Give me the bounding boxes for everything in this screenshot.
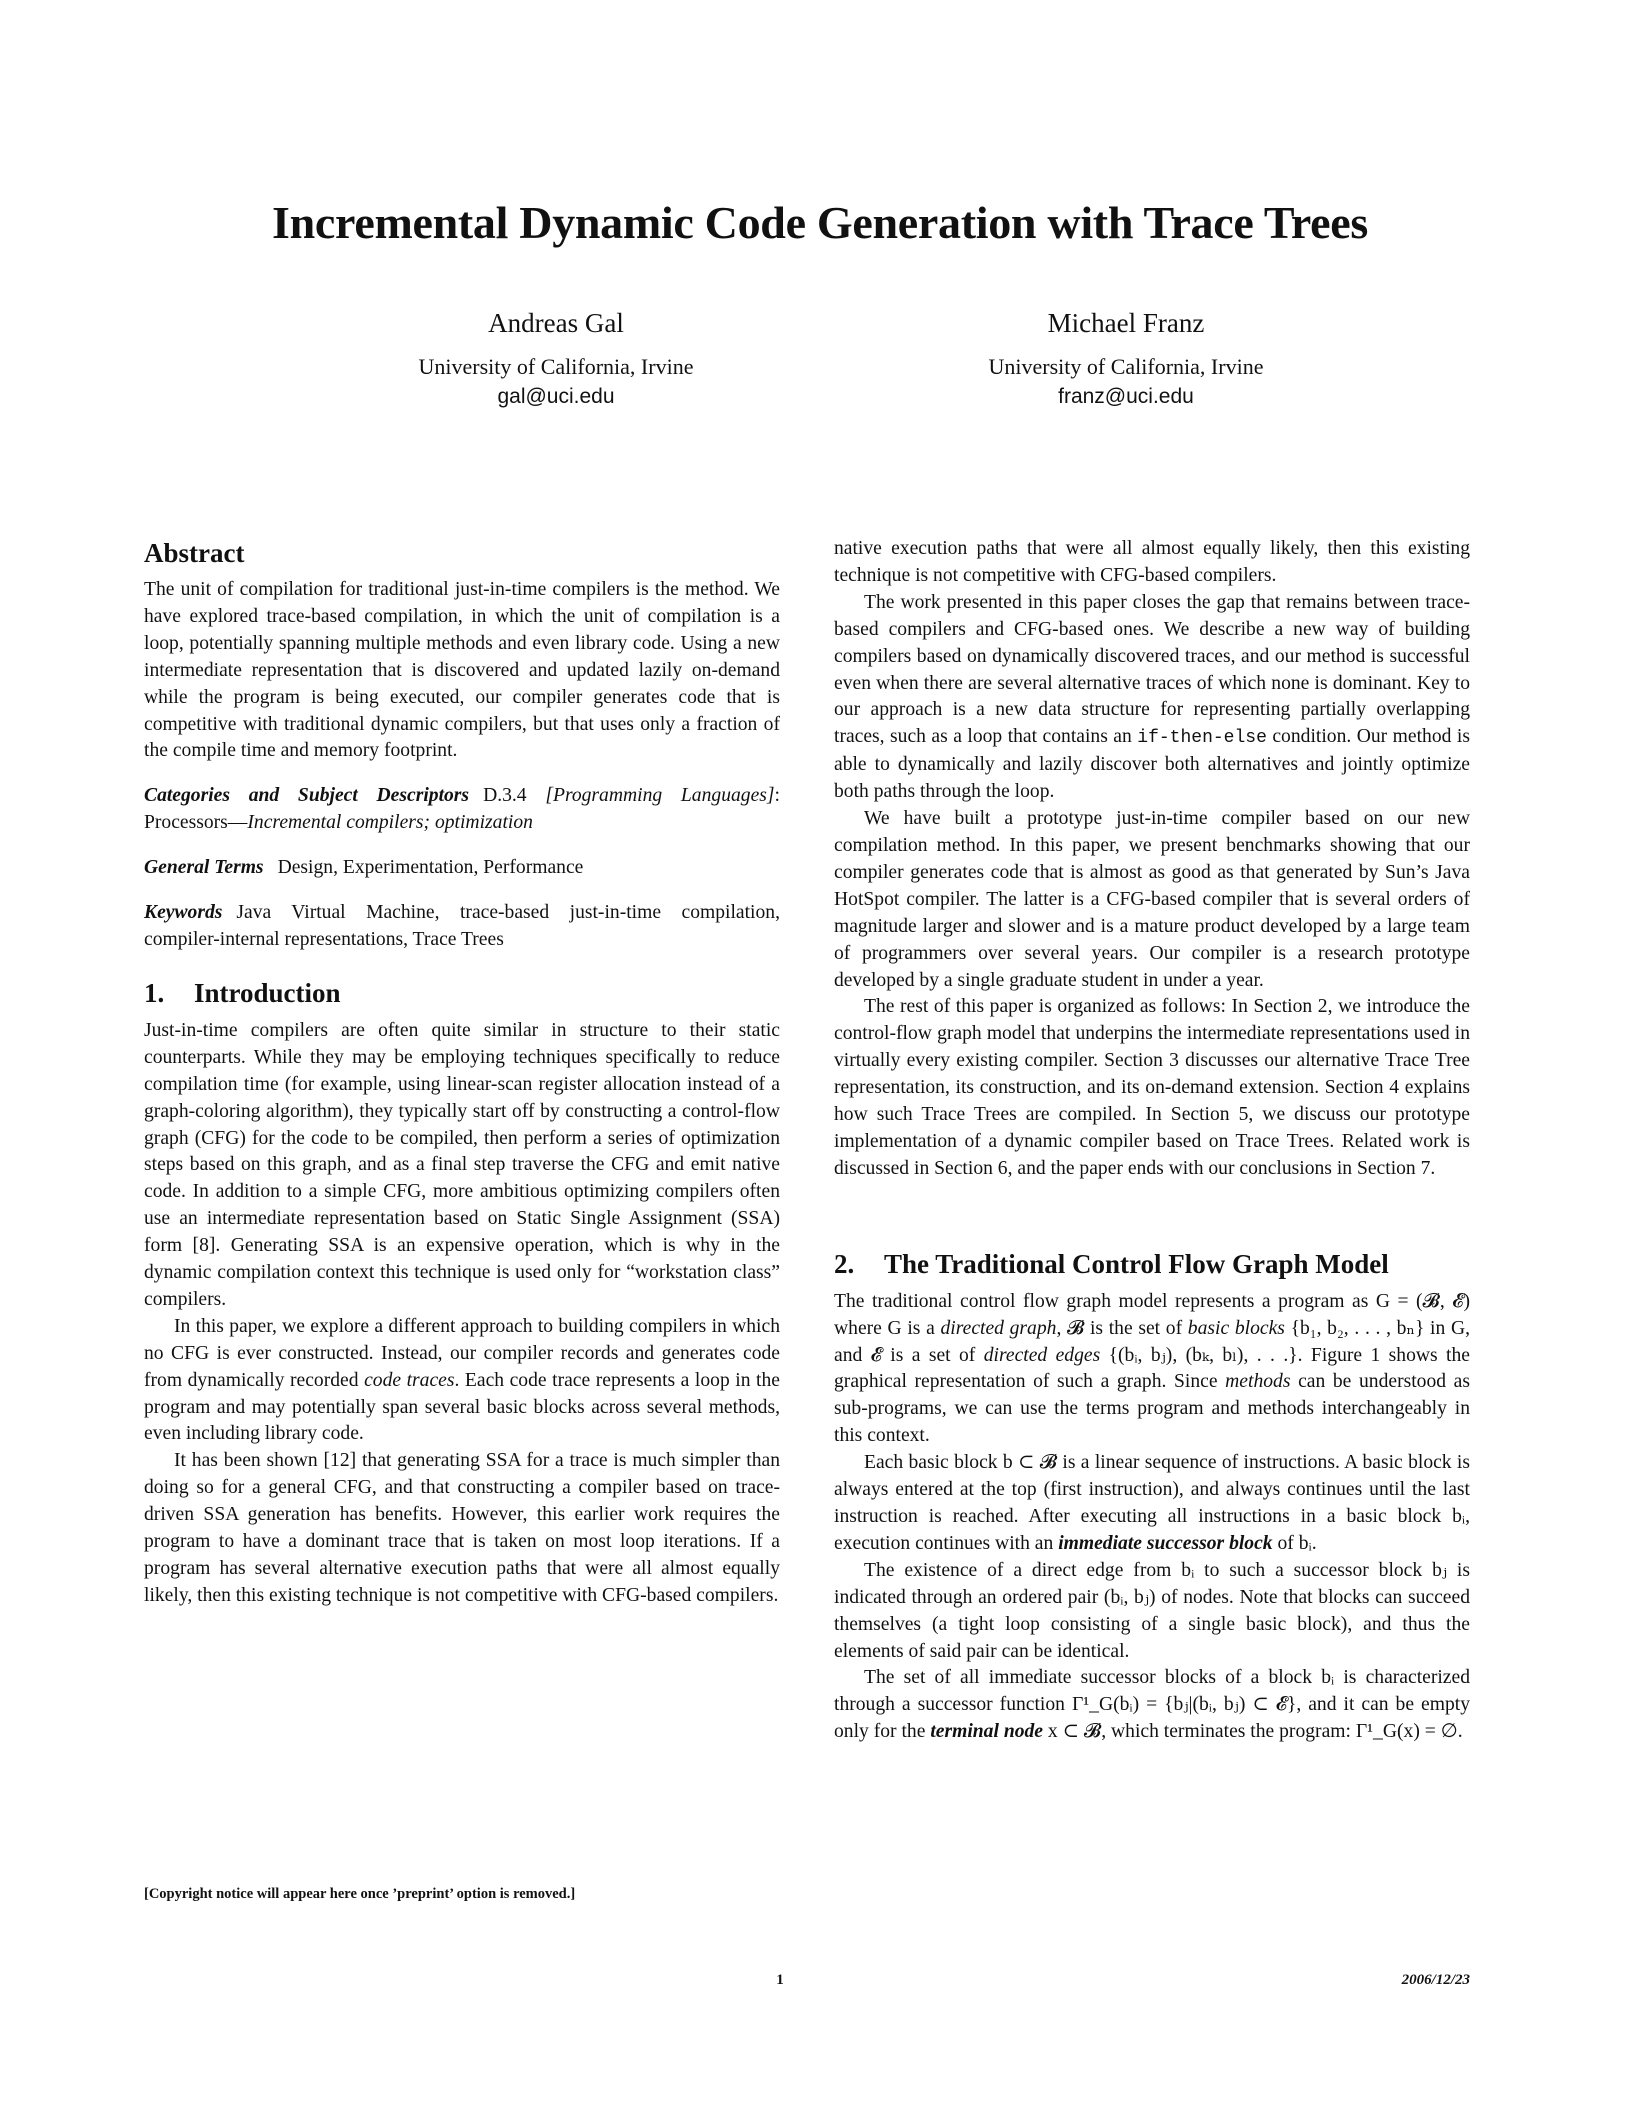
intro-paragraph-3-continued: native execution paths that were all almost equally likely, then this existing technique is not competitive with CFG-based compilers.: [834, 538, 1470, 586]
intro-paragraph-3: It has been shown [12] that generating SSA for a trace is much simpler than doing so for a general CFG, and that constructing a compiler based on trace-driven SSA generation has benefits. However, this earlier work requires the program to have a dominant trace that is taken on most loop iterations. If a program has several alternative execution paths that were all almost equally likely, then this existing technique is not competitive with CFG-based compilers.: [144, 1450, 780, 1606]
section-heading-introduction: [144, 976, 780, 1010]
text-run: The traditional control flow graph model represents a program as G = (𝓑, 𝓔) where G is a: [834, 1290, 1470, 1339]
text-run: can be understood as sub-programs, we can use the terms program and methods interchangeably in this context.: [834, 1371, 1471, 1447]
text-run: x ⊂ 𝓑, which terminates the program: Γ¹_G(x) = ∅.: [1043, 1721, 1463, 1743]
text-run: {b₁, b₂, . . . , bₙ} in G, and 𝓔 is a set of: [834, 1317, 1470, 1366]
emphasis: code traces: [364, 1369, 455, 1391]
general-terms-label: General Terms: [144, 857, 264, 879]
author-affiliation: University of California, Irvine: [418, 354, 694, 379]
categories-label: Categories and Subject Descriptors: [144, 785, 470, 807]
intro-paragraph-2: [144, 1314, 780, 1449]
author-email: gal@uci.edu: [497, 385, 615, 408]
intro-paragraph-5: We have built a prototype just-in-time compiler based on our new compilation method. In this paper, we present benchmarks showing that our compiler generates code that is almost as good as that generated by Sun’s Java HotSpot compiler. The latter is a CFG-based compiler that is several orders of magnitude larger and slower and is a mature product developed by a large team of programmers over several years. Our compiler is a research prototype developed by a single graduate student in under a year.: [834, 808, 1470, 991]
categories-bracket: [Programming Languages]: [545, 785, 775, 807]
author-block-1: [256, 308, 856, 412]
keywords-text: Java Virtual Machine, trace-based just-in-time compilation, compiler-internal representations, Trace Trees: [144, 902, 780, 950]
page-number: 1: [776, 1972, 784, 1988]
text-run: {(bᵢ, bⱼ), (bₖ, bₗ), . . .}. Figure 1 shows the graphical representation of such a graph. Since: [834, 1344, 1470, 1393]
text-run: condition. Our method is able to dynamically and lazily discover both alternatives and jointly optimize both paths through the loop.: [834, 726, 1470, 803]
section-number: 1.: [144, 977, 165, 1008]
keywords: [144, 900, 780, 954]
copyright-notice: [Copyright notice will appear here once ’preprint’ option is removed.]: [144, 1886, 576, 1902]
intro-paragraph-1: Just-in-time compilers are often quite similar in structure to their static counterparts. While they may be employing techniques specifically to reduce compilation time (for example, using linear-scan register allocation instead of a graph-coloring algorithm), they typically start off by constructing a control-flow graph (CFG) for the code to be compiled, then perform a series of optimization steps based on this graph, and as a final step traverse the CFG and emit native code. In addition to a simple CFG, more ambitious optimizing compilers often use an intermediate representation based on Static Single Assignment (SSA) form [8]. Generating SSA is an expensive operation, which is why in the dynamic compilation context this technique is used only for “workstation class” compilers.: [144, 1019, 780, 1310]
left-column: [144, 536, 780, 1606]
text-run: of bᵢ.: [1272, 1532, 1317, 1554]
emphasis: basic blocks: [1187, 1317, 1285, 1339]
text-run: In this paper, we explore a different approach to building compilers in which no CFG is ever constructed. Instead, our compiler records and generates code from dynamically recorded: [144, 1315, 780, 1391]
emphasis: terminal node: [930, 1721, 1044, 1743]
sec2-paragraph-4: [834, 1665, 1470, 1746]
emphasis: methods: [1225, 1371, 1291, 1393]
categories: [144, 783, 780, 837]
categories-rest: : Processors—: [144, 785, 780, 834]
abstract-text: The unit of compilation for traditional just-in-time compilers is the method. We have explored trace-based compilation, in which the unit of compilation is a loop, potentially spanning multiple methods and even library code. Using a new intermediate representation that is discovered and updated lazily on-demand while the program is being executed, our compiler generates code that is competitive with traditional dynamic compilers, but that uses only a fraction of the compile time and memory footprint.: [144, 579, 780, 762]
general-terms: [144, 855, 780, 882]
author-affiliation: University of California, Irvine: [988, 354, 1264, 379]
categories-code: D.3.4: [483, 785, 527, 807]
footer-date: 2006/12/23: [1401, 1972, 1470, 1988]
section-heading-cfg-model: [834, 1247, 1470, 1281]
author-block-2: [826, 308, 1426, 412]
categories-em: Incremental compilers; optimization: [247, 812, 533, 834]
emphasis: immediate successor block: [1058, 1532, 1273, 1554]
text-run: The work presented in this paper closes the gap that remains between trace-based compilers and CFG-based ones. We describe a new way of building compilers based on dynamically discovered traces, and our method is successful even when there are several alternative traces of which none is dominant. Key to our approach is a new data structure for representing partially overlapping traces, such as a loop that contains an: [834, 591, 1470, 748]
section-title: Introduction: [194, 977, 341, 1008]
author-email: franz@uci.edu: [1058, 385, 1194, 408]
text-run: Each basic block b ⊂ 𝓑 is a linear sequence of instructions. A basic block is always entered at the top (first instruction), and always continues until the last instruction is reached. After executing all instructions in a basic block bᵢ, execution continues with an: [834, 1452, 1470, 1554]
intro-paragraph-4: [834, 590, 1470, 806]
sec2-paragraph-2: [834, 1450, 1470, 1558]
section-title: The Traditional Control Flow Graph Model: [884, 1248, 1389, 1279]
paper-title: Incremental Dynamic Code Generation with Trace Trees: [272, 197, 1368, 248]
inline-code: if-then-else: [1137, 728, 1267, 749]
author-name: Michael Franz: [1047, 308, 1205, 338]
section-number: 2.: [834, 1248, 855, 1279]
text-run: , 𝓑 is the set of: [1056, 1317, 1188, 1339]
emphasis: directed graph: [940, 1317, 1057, 1339]
abstract-heading: Abstract: [144, 538, 245, 568]
author-name: Andreas Gal: [488, 308, 624, 338]
general-terms-text: Design, Experimentation, Performance: [277, 857, 584, 879]
sec2-paragraph-1: [834, 1289, 1470, 1450]
intro-paragraph-6: The rest of this paper is organized as follows: In Section 2, we introduce the control-flow graph model that underpins the intermediate representations used in virtually every existing compiler. Section 3 discusses our alternative Trace Tree representation, its construction, and its on-demand extension. Section 4 explains how such Trace Trees are compiled. In Section 5, we discuss our prototype implementation of a dynamic compiler based on Trace Trees. Related work is discussed in Section 6, and the paper ends with our conclusions in Section 7.: [834, 996, 1470, 1179]
right-column: [834, 536, 1470, 1746]
text-run: The set of all immediate successor blocks of a block bᵢ is characterized through a successor function Γ¹_G(bᵢ) = {bⱼ|(bᵢ, bⱼ) ⊂ 𝓔}, and it can be empty only for the: [834, 1667, 1470, 1743]
text-run: . Each code trace represents a loop in the program and may potentially span several basic blocks across several methods, even including library code.: [144, 1369, 780, 1445]
emphasis: directed edges: [983, 1344, 1101, 1366]
keywords-label: Keywords: [144, 902, 223, 924]
sec2-paragraph-3: The existence of a direct edge from bᵢ to such a successor block bⱼ is indicated through an ordered pair (bᵢ, bⱼ) of nodes. Note that blocks can succeed themselves (a tight loop consisting of a single basic block), and thus the elements of said pair can be identical.: [834, 1559, 1470, 1662]
